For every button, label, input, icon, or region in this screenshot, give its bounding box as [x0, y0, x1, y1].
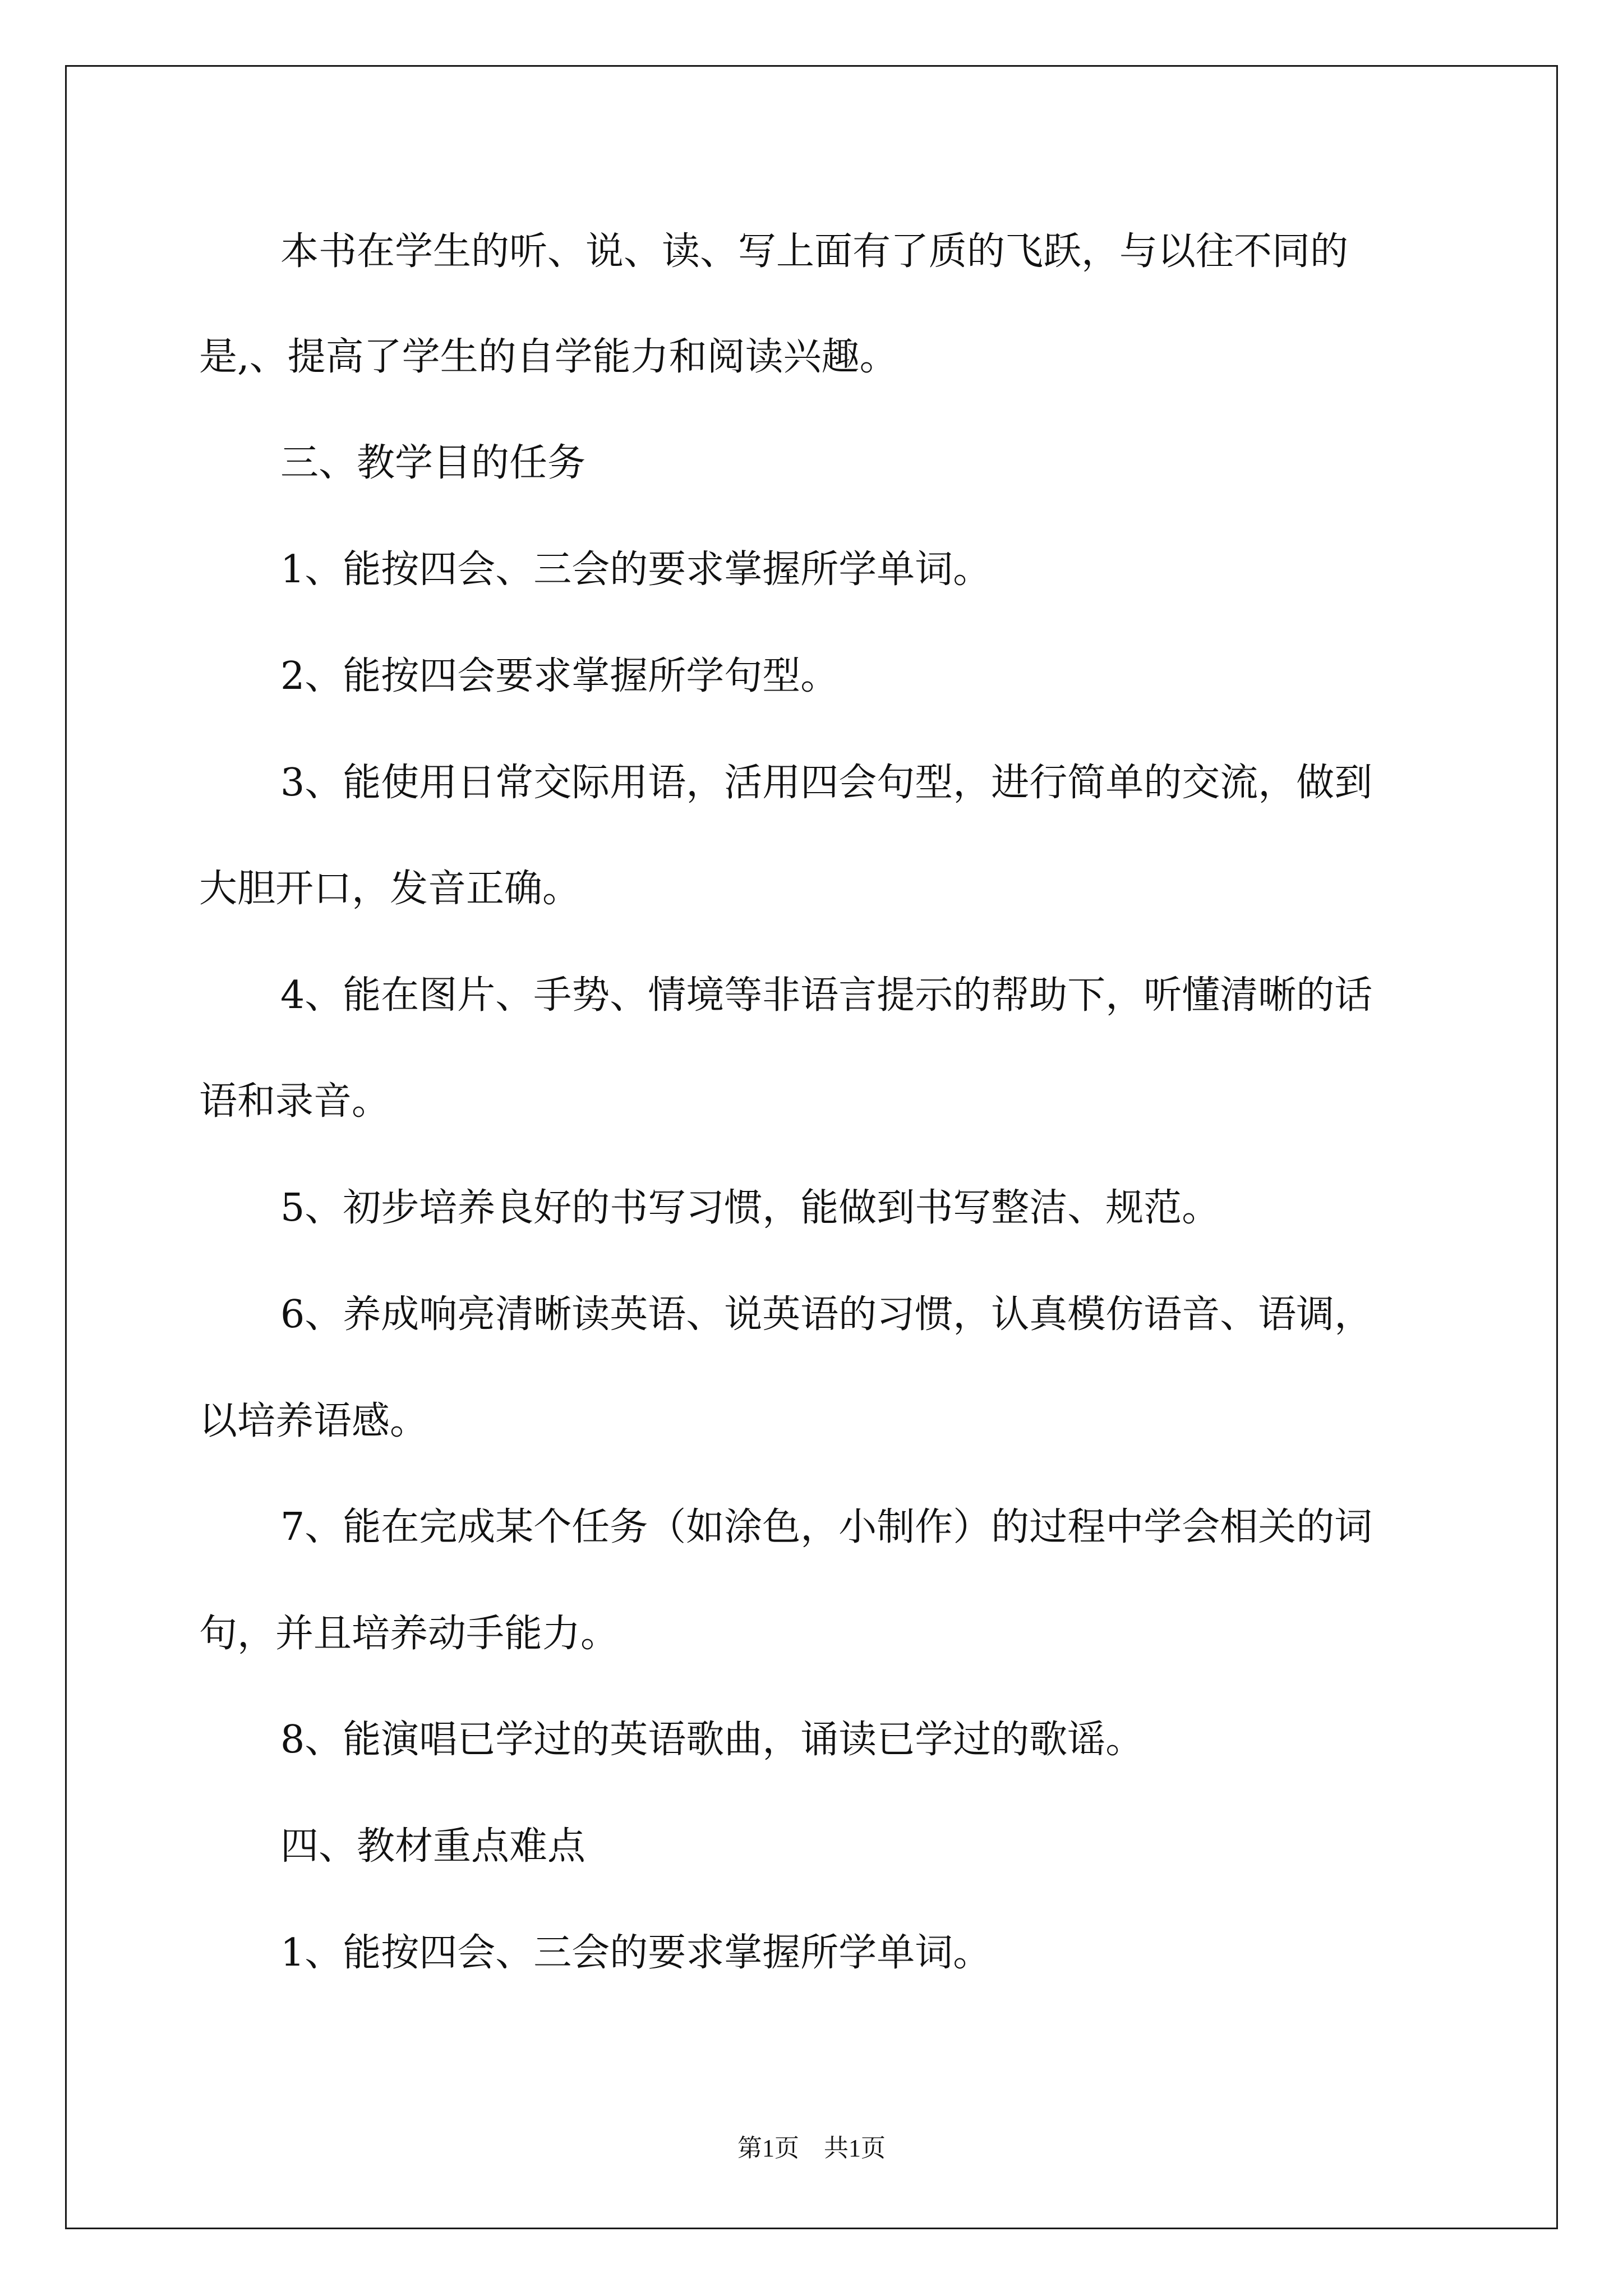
page-footer: 第1页 共1页 — [737, 2134, 886, 2162]
section-heading: 三、教学目的任务 — [280, 441, 586, 485]
list-item: 3、能使用日常交际用语，活用四会句型，进行简单的交流，做到 — [280, 761, 1373, 805]
list-item: 1、能按四会、三会的要求掌握所学单词。 — [280, 547, 992, 592]
text-line: 大胆开口，发音正确。 — [199, 867, 581, 911]
section-heading: 四、教材重点难点 — [280, 1824, 586, 1869]
list-item: 2、能按四会要求掌握所学句型。 — [280, 654, 839, 698]
text-line: 语和录音。 — [199, 1079, 390, 1124]
text-line: 是,、提高了学生的自学能力和阅读兴趣。 — [199, 335, 898, 379]
list-item: 4、能在图片、手势、情境等非语言提示的帮助下，听懂清晰的话 — [280, 973, 1373, 1018]
text-line: 句，并且培养动手能力。 — [199, 1612, 619, 1656]
list-item: 7、能在完成某个任务（如涂色，小制作）的过程中学会相关的词 — [280, 1505, 1373, 1549]
text-line: 本书在学生的听、说、读、写上面有了质的飞跃，与以往不同的 — [280, 229, 1349, 274]
list-item: 6、养成响亮清晰读英语、说英语的习惯，认真模仿语音、语调， — [280, 1292, 1373, 1337]
list-item: 8、能演唱已学过的英语歌曲，诵读已学过的歌谣。 — [280, 1718, 1144, 1762]
page-border — [65, 65, 1558, 2229]
list-item: 1、能按四会、三会的要求掌握所学单词。 — [280, 1931, 992, 1975]
text-line: 以培养语感。 — [199, 1399, 428, 1443]
list-item: 5、初步培养良好的书写习惯，能做到书写整洁、规范。 — [280, 1186, 1220, 1230]
